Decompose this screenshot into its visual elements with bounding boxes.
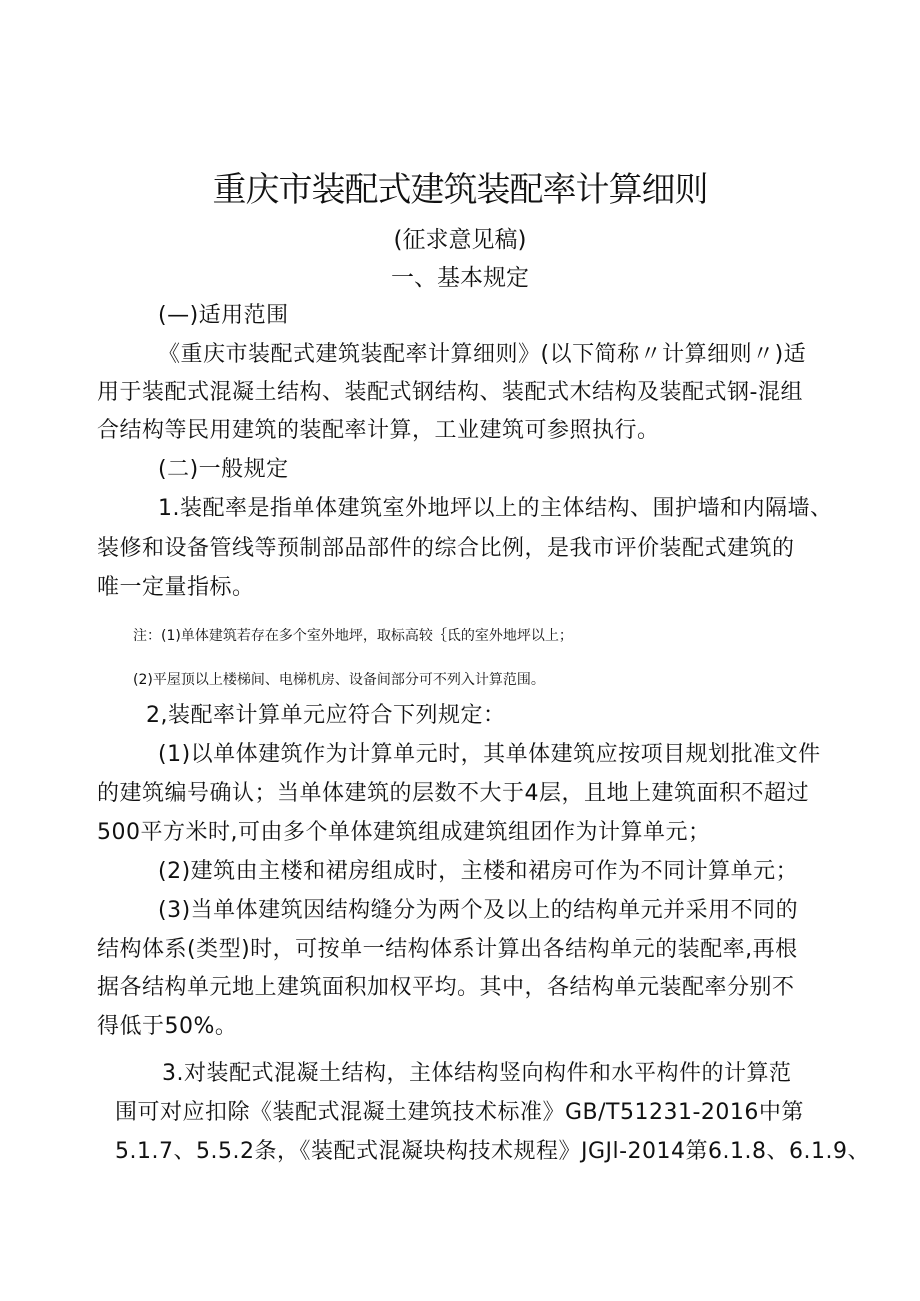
- scope-heading: (—)适用范围: [158, 303, 289, 328]
- item1-line: 唯一定量指标。: [97, 575, 255, 600]
- item2-sub1-line: (1)以单体建筑作为计算单元时，其单体建筑应按项目规划批准文件: [158, 742, 821, 767]
- item3-line: 围可对应扣除《装配式混凝土建筑技术标准》GB/T51231-2016中第: [115, 1100, 804, 1125]
- scope-line: 用于装配式混凝土结构、装配式钢结构、装配式木结构及装配式钢-混组: [97, 380, 803, 405]
- general-heading: (二)一般规定: [158, 457, 289, 482]
- item1-line: 装修和设备管线等预制部品部件的综合比例，是我市评价装配式建筑的: [97, 536, 795, 561]
- scope-line: 《重庆市装配式建筑装配率计算细则》(以下简称〃计算细则〃)适: [158, 342, 807, 367]
- section-heading-basic-rules: 一、基本规定: [391, 265, 529, 291]
- item3-line: 3.对装配式混凝土结构，主体结构竖向构件和水平构件的计算范: [162, 1061, 792, 1086]
- item2-sub3-line: 结构体系(类型)时，可按单一结构体系计算出各结构单元的装配率,再根: [97, 937, 798, 962]
- document-subtitle: (征求意见稿): [393, 227, 527, 253]
- item2-sub3-line: 据各结构单元地上建筑面积加权平均。其中，各结构单元装配率分别不: [97, 975, 795, 1000]
- item2-sub3-line: 得低于50%。: [97, 1014, 238, 1039]
- item2-sub3-line: (3)当单体建筑因结构缝分为两个及以上的结构单元并采用不同的: [158, 898, 799, 923]
- note-line: 注：(1)单体建筑若存在多个室外地坪，取标高较｛氐的室外地坪以上；: [133, 628, 573, 644]
- item1-line: 1.装配率是指单体建筑室外地坪以上的主体结构、围护墙和内隔墙、: [158, 496, 833, 521]
- document-title: 重庆市装配式建筑装配率计算细则: [212, 170, 708, 210]
- item2-heading: 2,装配率计算单元应符合下列规定：: [146, 703, 506, 728]
- item2-sub1-line: 的建筑编号确认；当单体建筑的层数不大于4层，且地上建筑面积不超过: [97, 781, 809, 806]
- item3-line: 5.1.7、5.5.2条，《装配式混凝块构技术规程》JGJl-2014第6.1.8、6.1.9、: [115, 1139, 870, 1164]
- note-line: (2)平屋顶以上楼梯间、电梯机房、设备间部分可不列入计算范围。: [133, 672, 545, 688]
- item2-sub2: (2)建筑由主楼和裙房组成时，主楼和裙房可作为不同计算单元；: [158, 859, 799, 884]
- item2-sub1-line: 500平方米时,可由多个单体建筑组成建筑组团作为计算单元；: [97, 820, 711, 845]
- scope-line: 合结构等民用建筑的装配率计算，工业建筑可参照执行。: [97, 418, 660, 443]
